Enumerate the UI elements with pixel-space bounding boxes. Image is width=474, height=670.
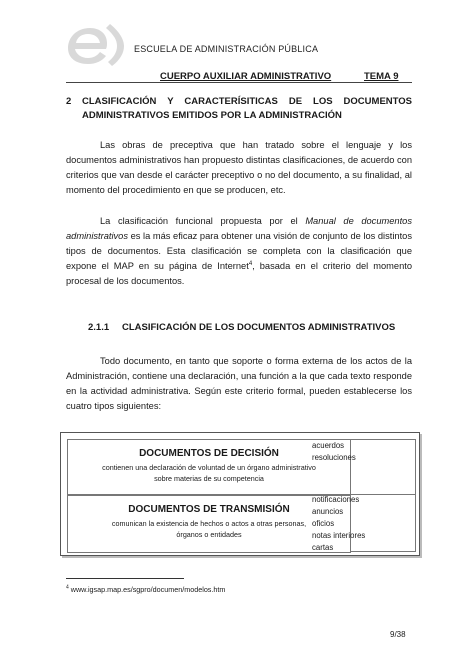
topic-number: TEMA 9 [364, 71, 399, 82]
paragraph-3-text: Todo documento, en tanto que soporte o forma externa de los actos de la Administración, contiene una declaración, una función a la que cada texto responde en la actividad administrativa. Según este criterio formal, pueden establecerse los cuatro tipos siguientes: [66, 356, 412, 411]
decision-cell [67, 439, 351, 495]
page-number: 9/38 [390, 630, 406, 639]
decision-examples-cell [351, 439, 416, 495]
school-name: ESCUELA DE ADMINISTRACIÓN PÚBLICA [134, 44, 319, 54]
list-item: acuerdos [312, 441, 345, 450]
section-title-line1: CLASIFICACIÓN Y CARACTERÍSITICAS DE LOS DOCUMENTOS [82, 96, 412, 107]
paragraph-2-part2: es la más eficaz para obtener una visión de conjunto de los distintos tipos de documentos. Esta clasificación se completa con la clasificación que expone el MAP en su página de Internet [66, 231, 412, 271]
section-title-line2: ADMINISTRATIVOS EMITIDOS POR LA ADMINISTRACIÓN [82, 110, 342, 121]
list-item: cartas [312, 543, 334, 552]
decision-title: DOCUMENTOS DE DECISIÓN [139, 448, 279, 459]
paragraph-1-text: Las obras de preceptiva que han tratado sobre el lenguaje y los documentos administrativos han propuesto distintas clasificaciones, de acuerdo con criterios que van desde el carácter preceptivo o no del documento, a su finalidad, al momento del procedimiento en que se producen, etc. [66, 140, 412, 195]
subsection-title: CLASIFICACIÓN DE LOS DOCUMENTOS ADMINISTRATIVOS [122, 322, 396, 333]
transmission-examples [312, 494, 365, 554]
manual-title: Manual de documentos administrativos [66, 216, 412, 241]
transmission-cell [67, 495, 351, 553]
footnote-number: 4 [66, 584, 69, 591]
paragraph-2-part3: , basada en el criterio del momento procesal de los documentos. [66, 261, 412, 286]
subsection-number: 2.1.1 [88, 322, 110, 333]
list-item: notificaciones [312, 495, 360, 504]
footnote-rule [66, 578, 184, 579]
footnote [66, 585, 225, 594]
decision-desc-2: sobre materias de su competencia [154, 474, 264, 483]
footnote-link[interactable]: www.igsap.map.es/sgpro/documen/modelos.htm [68, 585, 226, 594]
school-logo [66, 22, 128, 66]
footnote-reference[interactable]: 4 [248, 260, 253, 267]
transmission-desc-1: comunican la existencia de hechos o actos a otras personas, [111, 519, 307, 528]
paragraph-1 [66, 138, 412, 198]
section-heading [66, 95, 412, 123]
decision-examples [312, 440, 356, 464]
list-item: oficios [312, 519, 335, 528]
subsection-heading [88, 322, 395, 333]
list-item: resoluciones [312, 453, 356, 462]
document-types-table [60, 432, 420, 556]
paragraph-2-part1: La clasificación funcional propuesta por el [100, 216, 306, 226]
paragraph-3 [66, 354, 412, 414]
course-title: CUERPO AUXILIAR ADMINISTRATIVO [160, 71, 332, 82]
list-item: notas interiores [312, 531, 366, 540]
paragraph-2 [66, 214, 412, 289]
decision-desc-1: contienen una declaración de voluntad de un órgano administrativo [102, 463, 316, 472]
header-rule [66, 82, 412, 83]
list-item: anuncios [312, 507, 344, 516]
transmission-desc-2: órganos o entidades [176, 530, 242, 539]
section-number: 2 [66, 96, 72, 107]
transmission-title: DOCUMENTOS DE TRANSMISIÓN [128, 504, 290, 515]
